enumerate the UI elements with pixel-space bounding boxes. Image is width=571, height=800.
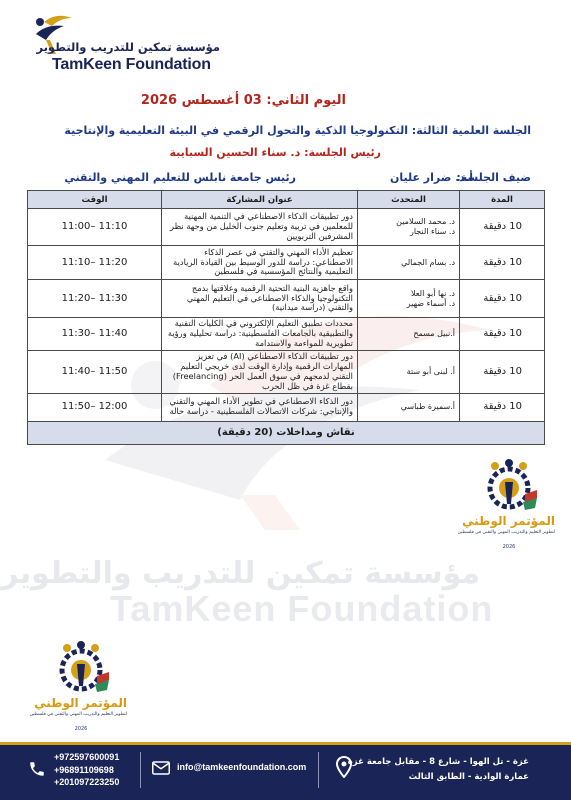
guest-label: ضيف الجلسة:	[456, 171, 531, 184]
table-row	[28, 280, 545, 318]
badge-title: المؤتمر الوطني	[462, 514, 555, 528]
watermark-name-arabic: مؤسسة تمكين للتدريب والتطوير	[1, 556, 480, 591]
watermark-name-english: TamKeen Foundation	[110, 588, 494, 629]
time-cell: 11:30– 11:40	[28, 318, 162, 351]
discussion-cell: نقاش ومداخلات (20 دقيقة)	[28, 421, 545, 444]
table-row	[28, 350, 545, 393]
address-line: غزة - تل الهوا - شارع 8 - مقابل جامعة غزة	[347, 757, 529, 767]
phone-number[interactable]: +972597600091	[54, 752, 120, 762]
footer-divider	[318, 752, 319, 788]
phone-number[interactable]: +201097223250	[54, 777, 120, 787]
speaker-cell	[358, 246, 460, 280]
duration-cell: 10 دقيقة	[460, 280, 545, 318]
footer-email[interactable]: info@tamkeenfoundation.com	[177, 762, 307, 772]
topic-cell: تعظيم الأداء المهني والتقني في عصر الذكاء الاصطناعي: دراسة للدور الوسيط بين القيادة الريادية التعليمية والنتائج المؤسسية في فلسطين	[162, 246, 358, 280]
time-cell: 11:40– 11:50	[28, 350, 162, 393]
speaker-cell	[358, 350, 460, 393]
topic-cell: محددات تطبيق التعليم الإلكتروني في الكليات التقنية والتطبيقية بالجامعات الفلسطينية: دراسة تحليلية ورؤية تطويرية للمواءمة والاستدامة	[162, 318, 358, 351]
guest-role: رئيس جامعة نابلس للتعليم المهني والتقني	[64, 171, 296, 184]
conference-badge	[29, 640, 127, 736]
session-title: الجلسة العلمية الثالثة: التكنولوجيا الذكية والتحول الرقمي في البيئة التعليمية والإنتاجية	[64, 124, 531, 137]
time-cell: 11:00– 11:10	[28, 209, 162, 246]
table-row	[28, 246, 545, 280]
logo-name-arabic: مؤسسة تمكين للتدريب والتطوير	[36, 40, 220, 54]
table-header-row	[28, 191, 545, 209]
topic-cell: واقع جاهزية البنية التحتية الرقمية وعلاقتها بدمج التكنولوجيا والذكاء الاصطناعي في التعليم المهني والتقني (دراسة ميدانية)	[162, 280, 358, 318]
header-speaker: المتحدث	[358, 191, 460, 209]
tamkeen-logo	[30, 8, 230, 74]
duration-cell: 10 دقيقة	[460, 209, 545, 246]
speaker-name: د. بسام الجمالي	[401, 257, 455, 267]
table-row	[28, 318, 545, 351]
phone-number[interactable]: +96891109698	[54, 764, 114, 775]
speaker-name: د. محمد السلامين	[396, 217, 455, 227]
table-row	[28, 393, 545, 421]
badge-title: المؤتمر الوطني	[34, 696, 127, 710]
time-cell: 11:10– 11:20	[28, 246, 162, 280]
footer-phones	[54, 751, 119, 789]
speaker-cell	[358, 393, 460, 421]
logo-name-english: TamKeen Foundation	[52, 56, 211, 73]
conference-badge	[457, 458, 555, 554]
session-chair: رئيس الجلسة: د. سناء الحسين السبايبة	[169, 146, 381, 159]
speaker-cell	[358, 209, 460, 246]
header-duration: المدة	[460, 191, 545, 209]
speaker-name: د. نها أبو العلا	[411, 288, 455, 298]
header-topic: عنوان المشاركة	[162, 191, 358, 209]
speaker-cell	[358, 318, 460, 351]
conference-logo-icon	[49, 640, 113, 698]
speaker-name: د. سناء النجار	[409, 227, 455, 236]
email-icon	[152, 761, 170, 775]
topic-cell: دور تطبيقات الذكاء الاصطناعي (AI) في تعزيز المهارات الرقمية وإدارة الوقت لدى خريجي التعليم التقني لدمجهم في سوق العمل الحر (Freelancing) بقطاع غزة في ظل الحرب	[162, 350, 358, 393]
speaker-cell	[358, 280, 460, 318]
speaker-name: أ. لبنى أبو ستة	[406, 366, 455, 376]
badge-subtitle: لتطوير التعليم والتدريب المهني والتقني في فلسطين	[457, 530, 555, 535]
badge-year: 2026	[74, 726, 88, 732]
badge-year: 2026	[502, 544, 516, 550]
time-cell: 11:50– 12:00	[28, 393, 162, 421]
header-time: الوقت	[28, 191, 162, 209]
speaker-name: أ.نبيل مسمح	[413, 329, 455, 339]
duration-cell: 10 دقيقة	[460, 246, 545, 280]
duration-cell: 10 دقيقة	[460, 350, 545, 393]
duration-cell: 10 دقيقة	[460, 393, 545, 421]
phone-icon	[28, 760, 46, 778]
guest-name: أ.د. ضرار عليان	[389, 171, 473, 184]
footer	[0, 742, 571, 800]
footer-address	[348, 755, 529, 785]
discussion-row	[28, 421, 545, 444]
table-row	[28, 209, 545, 246]
address-line: عمارة الوادية - الطابق الثالث	[408, 772, 529, 782]
badge-subtitle: لتطوير التعليم والتدريب المهني والتقني في فلسطين	[29, 712, 127, 717]
topic-cell: دور تطبيقات الذكاء الاصطناعي في التنمية المهنية للمعلمين في تربية وتعليم جنوب الخليل من وجهة نظر المشرفين التربويين	[162, 209, 358, 246]
speaker-name: د. أسماء ضهير	[406, 298, 455, 308]
schedule-table	[27, 190, 545, 445]
duration-cell: 10 دقيقة	[460, 318, 545, 351]
footer-gold-stripe	[0, 742, 571, 745]
time-cell: 11:20– 11:30	[28, 280, 162, 318]
conference-logo-icon	[477, 458, 541, 516]
day-heading: اليوم الثاني: 03 أغسطس 2026	[140, 93, 346, 108]
topic-cell: دور الذكاء الاصطناعي في تطوير الأداء المهني والتقني والإنتاجي: شركات الاتصالات الفلسطينية - دراسة حالة	[162, 393, 358, 421]
footer-divider	[140, 752, 141, 788]
speaker-name: أ.سميرة طباسي	[400, 402, 455, 412]
